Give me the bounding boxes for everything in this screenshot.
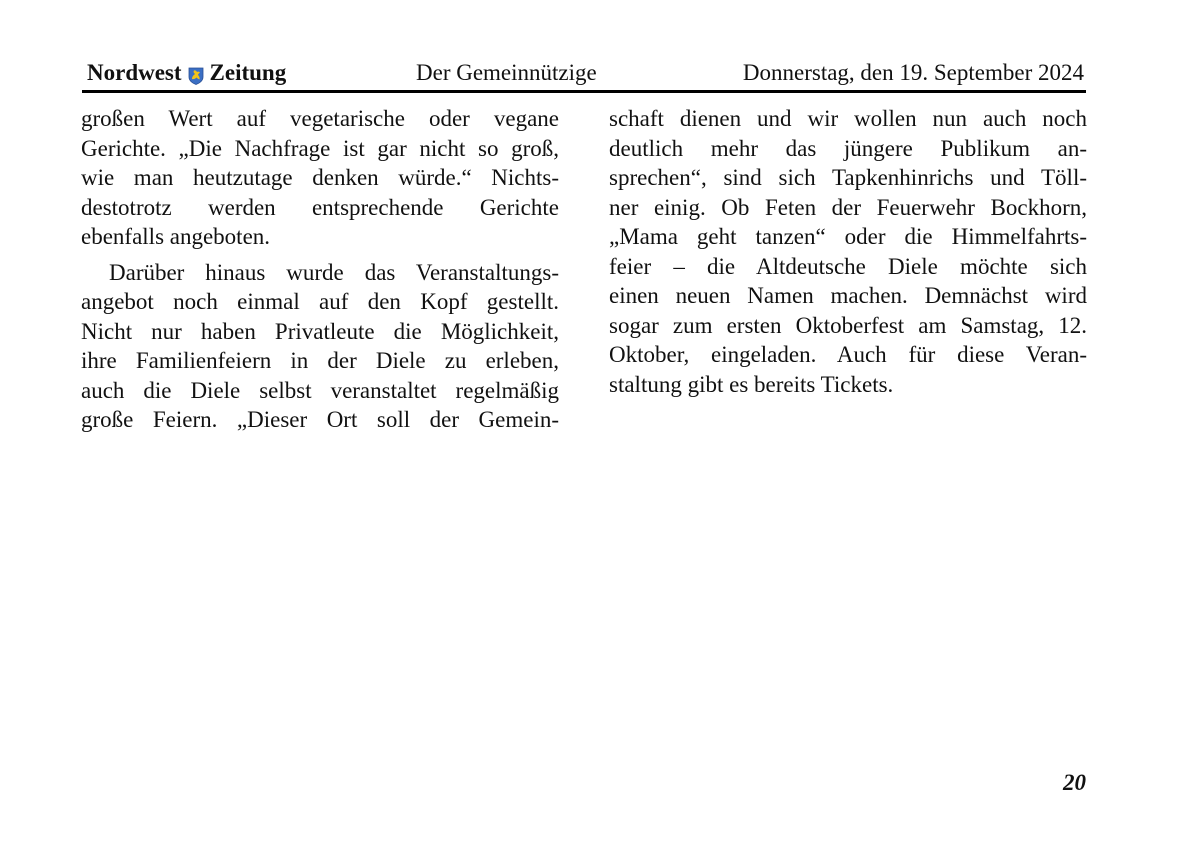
paragraph xyxy=(609,104,1087,399)
page-header xyxy=(82,56,1086,93)
text-line: Gerichte. „Die Nachfrage ist gar nicht so groß, xyxy=(81,135,559,161)
text-line: angebot noch einmal auf den Kopf gestellt. xyxy=(81,289,559,314)
section-title: Der Gemeinnützige xyxy=(416,60,597,85)
text-line: großen Wert auf vegetarische oder vegane xyxy=(81,106,559,131)
text-line: Nicht nur haben Privatleute die Möglichkeit, xyxy=(81,318,559,344)
left-column xyxy=(81,104,559,435)
text-line: „Mama geht tanzen“ oder die Himmelfahrts- xyxy=(609,224,1087,249)
paragraph xyxy=(81,104,559,252)
text-line: ihre Familienfeiern in der Diele zu erleben, xyxy=(81,348,559,373)
text-line: deutlich mehr das jüngere Publikum an- xyxy=(609,135,1087,161)
text-line: staltung gibt es bereits Tickets. xyxy=(609,371,894,397)
text-line: ebenfalls angeboten. xyxy=(81,224,271,249)
text-line: wie man heutzutage denken würde.“ Nichts- xyxy=(81,165,559,190)
issue-date: Donnerstag, den 19. September 2024 xyxy=(742,60,1084,85)
page-number: 20 xyxy=(1063,770,1086,795)
text-line: auch die Diele selbst veranstaltet regelmäßig xyxy=(81,377,559,403)
text-line: einen neuen Namen machen. Demnächst wird xyxy=(609,283,1087,308)
text-line: destotrotz werden entsprechende Gerichte xyxy=(81,194,559,220)
text-line: feier – die Altdeutsche Diele möchte sich xyxy=(609,253,1087,279)
paragraph xyxy=(81,258,559,435)
text-line: ner einig. Ob Feten der Feuerwehr Bockhorn, xyxy=(609,194,1087,220)
coat-of-arms-icon xyxy=(188,65,204,83)
newspaper-logo xyxy=(87,60,286,86)
text-line: Darüber hinaus wurde das Veranstaltungs- xyxy=(109,259,559,285)
text-line: Oktober, eingeladen. Auch für diese Veran- xyxy=(609,342,1087,367)
text-line: große Feiern. „Dieser Ort soll der Gemein- xyxy=(81,407,559,432)
brand-name-left: Nordwest xyxy=(87,60,182,85)
text-line: sprechen“, sind sich Tapkenhinrichs und Töll- xyxy=(609,165,1087,190)
text-line: sogar zum ersten Oktoberfest am Samstag, 12. xyxy=(609,312,1087,338)
text-line: schaft dienen und wir wollen nun auch noch xyxy=(609,106,1087,131)
right-column xyxy=(609,104,1087,399)
brand-name-right: Zeitung xyxy=(209,60,287,85)
